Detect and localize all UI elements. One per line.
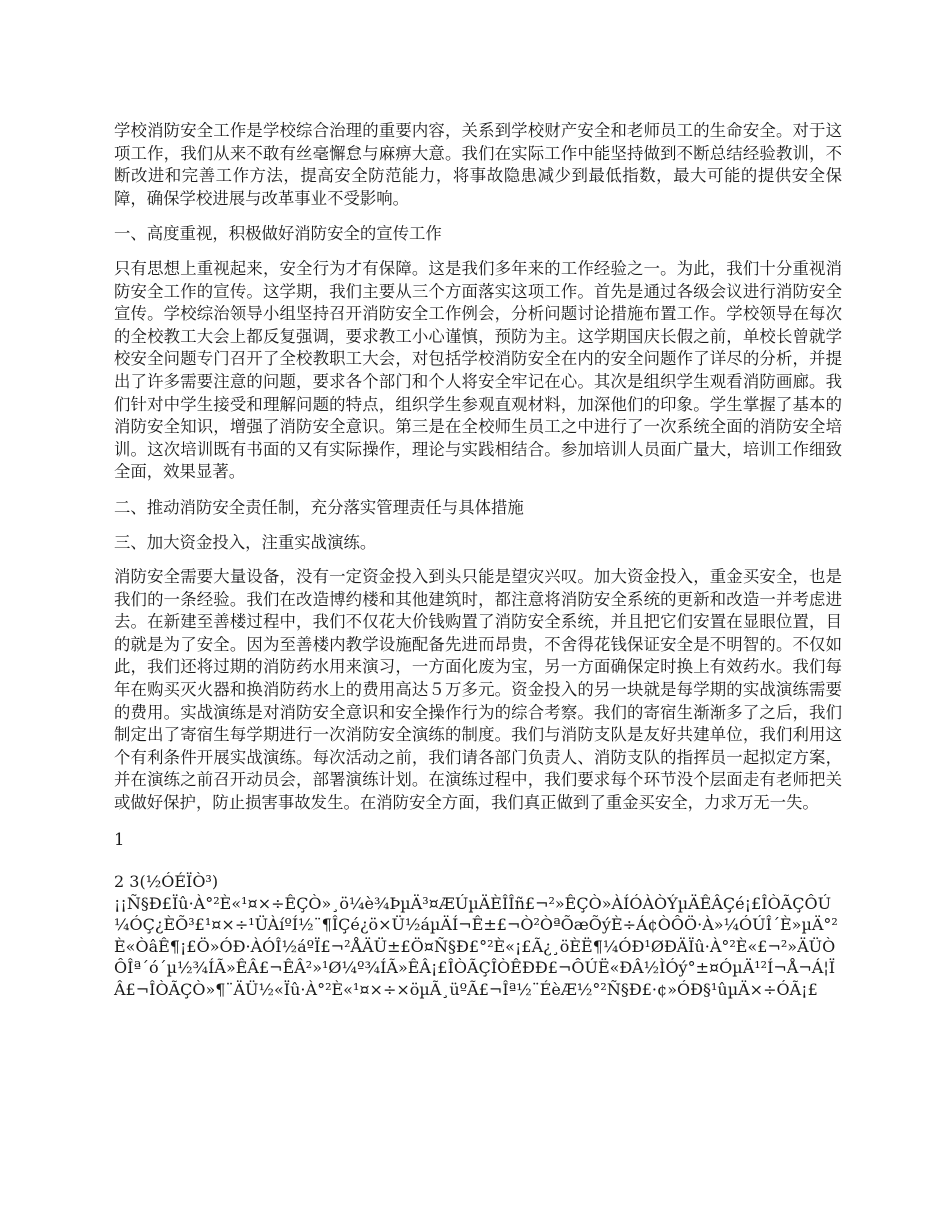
document-page	[114, 120, 842, 1000]
section-heading-1: 一、高度重视，积极做好消防安全的宣传工作	[114, 224, 442, 244]
garbled-line-1: 2 3(½ÓÉÏÒ³)	[114, 872, 219, 892]
section-3-paragraph: 消防安全需要大量设备，没有一定资金投入到头只能是望灾兴叹。加大资金投入，重金买安全，也是我们的一条经验。我们在改造博约楼和其他建筑时，都注意将消防安全系统的更新和改造一并考虑进去。在新建至善楼过程中，我们不仅花大价钱购置了消防安全系统，并且把它们安置在显眼位置，目的就是为了安全。因为至善楼内教学设施配备先进而昂贵，不舍得花钱保证安全是不明智的。不仅如此，我们还将过期的消防药水用来演习，一方面化废为宝，另一方面确保定时换上有效药水。我们每年在购买灭火器和换消防药水上的费用高达５万多元。资金投入的另一块就是每学期的实战演练需要的费用。实战演练是对消防安全意识和安全操作行为的综合考察。我们的寄宿生渐渐多了之后，我们制定出了寄宿生每学期进行一次消防安全演练的制度。我们与消防支队是友好共建单位，我们利用这个有利条件开展实战演练。每次活动之前，我们请各部门负责人、消防支队的指挥员一起拟定方案，并在演练之前召开动员会，部署演练计划。在演练过程中，我们要求每个环节没个层面走有老师把关或做好保护，防止损害事故发生。在消防安全方面，我们真正做到了重金买安全，力求万无一失。	[114, 567, 842, 813]
section-1-paragraph: 只有思想上重视起来，安全行为才有保障。这是我们多年来的工作经验之一。为此，我们十分重视消防安全工作的宣传。这学期，我们主要从三个方面落实这项工作。首先是通过各级会议进行消防安全宣传。学校综治领导小组坚持召开消防安全工作例会，分析问题讨论措施布置工作。学校领导在每次的全校教工大会上都反复强调，要求教工小心谨慎，预防为主。这学期国庆长假之前，单校长曾就学校安全问题专门召开了全校教职工大会，对包括学校消防安全在内的安全问题作了详尽的分析，并提出了许多需要注意的问题，要求各个部门和个人将安全牢记在心。其次是组织学生观看消防画廊。我们针对中学生接受和理解问题的特点，组织学生参观直观材料，加深他们的印象。学生掌握了基本的消防安全知识，增强了消防安全意识。第三是在全校师生员工之中进行了一次系统全面的消防安全培训。这次培训既有书面的又有实际操作，理论与实践相结合。参加培训人员面广量大，培训工作细致全面，效果显著。	[114, 258, 842, 482]
section-heading-3: 三、加大资金投入，注重实战演练。	[114, 532, 377, 552]
garbled-line-2: ¡¡Ñ§Ð£Ïû·À°²È«¹¤×÷ÊÇÒ»¸ö¼è¾ÞµÄ³¤ÆÚµÄÈÎÎñ£¬²»ÊÇÒ»ÀÍÓÀÒÝµÄÊÂÇé¡£ÎÒÃÇÔÚ¼ÓÇ¿ÈÕ³£¹¤×÷¹ÜÀíºÍ½¨¶ÎÇé¿ö×Ü½áµÄÍ¬Ê±£¬Ò²ÒªÕæÕýÈ÷Á¢ÒÔÖ·À»¼ÓÚÎ´È»µÄ°²È«ÒâÊ¶¡£Ö»ÓÐ·ÀÓÎ½áºÏ£¬²ÅÄÜ±£Ö¤Ñ§Ð£°²È«¡£Ã¿¸öÈË¶¼ÓÐ¹ØÐÄÏû·À°²È«£¬²»ÄÜÒÔÎª´ó´µ½¾ÍÃ»ÊÂ£¬ÊÂ²»¹Ø¼º¾ÍÃ»ÊÂ¡£ÎÒÃÇÎÒÊÐÐ£¬ÔÚË«ÐÂ½ÌÓý°±¤ÓµÄ¹²Í¬Å¬Á¦ÏÂ£¬ÎÒÃÇÒ»¶¨ÄÜ½«Ïû·À°²È«¹¤×÷×öµÃ¸üºÃ£¬Îª½¨ÉèÆ½°²Ñ§Ð£·¢»ÓÐ§¹ûµÄ×÷ÓÃ¡£	[114, 893, 838, 999]
intro-paragraph: 学校消防安全工作是学校综合治理的重要内容，关系到学校财产安全和老师员工的生命安全。对于这项工作，我们从来不敢有丝毫懈怠与麻痹大意。我们在实际工作中能坚持做到不断总结经验教训，不断改进和完善工作方法，提高安全防范能力，将事故隐患减少到最低指数，最大可能的提供安全保障，确保学校进展与改革事业不受影响。	[114, 121, 842, 208]
section-heading-2: 二、推动消防安全责任制，充分落实管理责任与具体措施	[114, 497, 524, 517]
page-number: 1	[114, 829, 125, 849]
